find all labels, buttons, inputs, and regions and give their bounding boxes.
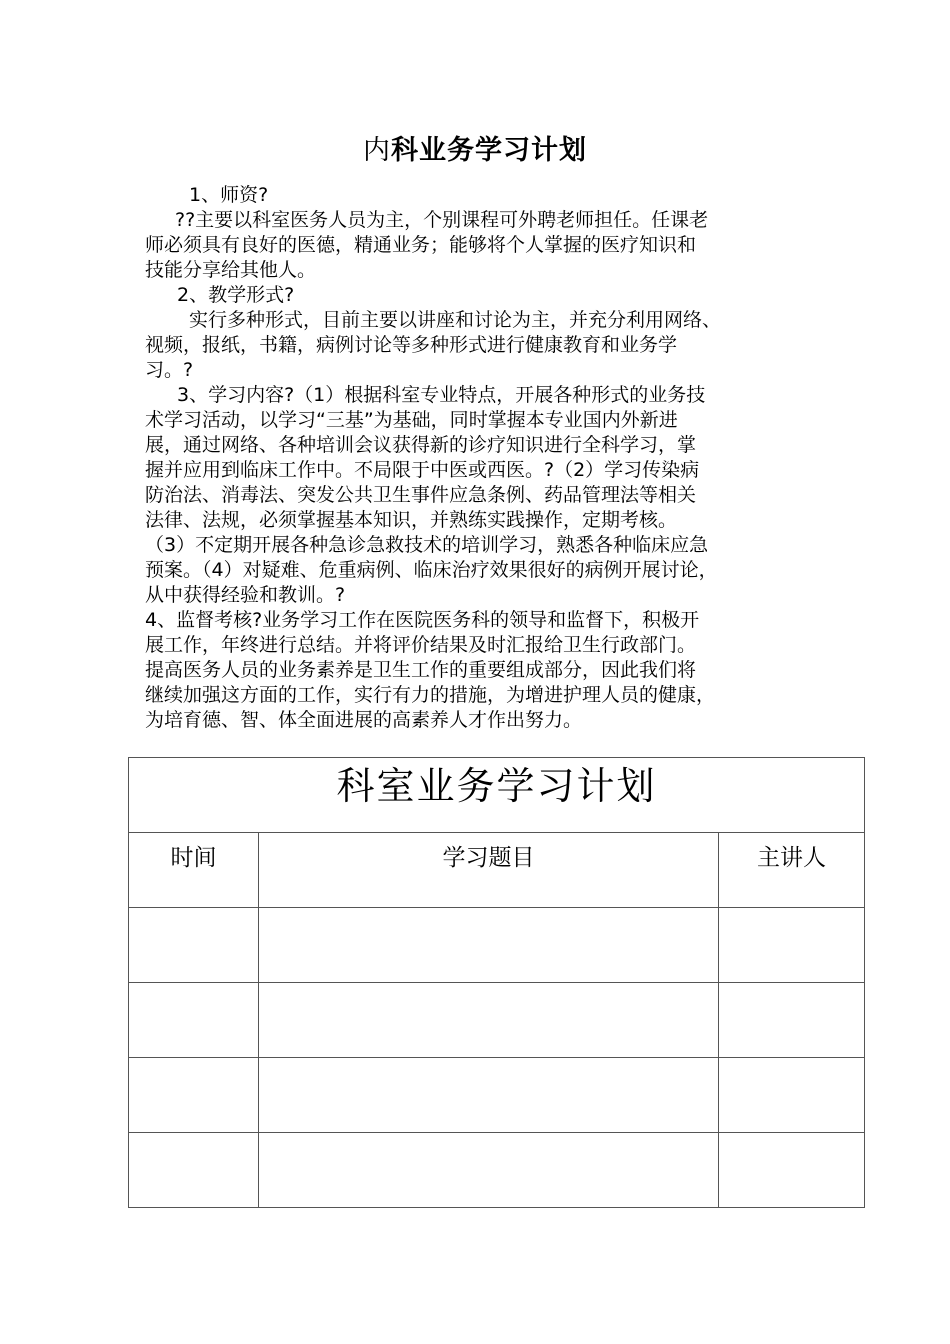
table-row [129, 908, 865, 983]
section-4-line-2: 展工作，年终进行总结。并将评价结果及时汇报给卫生行政部门。 [145, 634, 697, 656]
table-row [129, 1133, 865, 1208]
section-1-line-1: ??主要以科室医务人员为主，个别课程可外聘老师担任。任课老 [175, 209, 709, 231]
section-4-line-4: 继续加强这方面的工作，实行有力的措施，为增进护理人员的健康， [145, 684, 716, 706]
section-2-line-3: 习。? [145, 359, 194, 381]
section-1-line-3: 技能分享给其他人。 [145, 259, 317, 281]
time-cell[interactable] [129, 1058, 259, 1133]
speaker-cell[interactable] [719, 1058, 865, 1133]
section-3-line-2: 术学习活动，以学习“三基”为基础，同时掌握本专业国内外新进 [145, 409, 678, 431]
section-3-line-9: 从中获得经验和教训。? [145, 584, 346, 606]
section-3-line-7: （3）不定期开展各种急诊急救技术的培训学习，熟悉各种临床应急 [145, 534, 709, 556]
topic-cell[interactable] [259, 1058, 719, 1133]
page-title-part1: 内 [363, 135, 391, 166]
section-4-line-3: 提高医务人员的业务素养是卫生工作的重要组成部分，因此我们将 [145, 659, 697, 681]
header-topic: 学习题目 [259, 833, 719, 908]
section-3-line-4: 握并应用到临床工作中。不局限于中医或西医。?（2）学习传染病 [145, 459, 700, 481]
time-cell[interactable] [129, 908, 259, 983]
section-3-line-5: 防治法、消毒法、突发公共卫生事件应急条例、药品管理法等相关 [145, 484, 697, 506]
header-speaker: 主讲人 [719, 833, 865, 908]
topic-cell[interactable] [259, 983, 719, 1058]
section-3-line-1: 3、学习内容?（1）根据科室专业特点，开展各种形式的业务技 [177, 384, 706, 406]
speaker-cell[interactable] [719, 1133, 865, 1208]
section-2-heading: 2、教学形式? [177, 284, 295, 306]
time-cell[interactable] [129, 983, 259, 1058]
topic-cell[interactable] [259, 1133, 719, 1208]
section-3-line-6: 法律、法规，必须掌握基本知识，并熟练实践操作，定期考核。 [145, 509, 678, 531]
section-3-line-8: 预案。（4）对疑难、危重病例、临床治疗效果很好的病例开展讨论， [145, 559, 718, 581]
section-4-line-1: 4、监督考核?业务学习工作在医院医务科的领导和监督下，积极开 [145, 609, 700, 631]
table-header-row [129, 833, 865, 908]
table-row [129, 983, 865, 1058]
page-title-part2: 科业务学习计划 [391, 135, 587, 166]
header-time: 时间 [129, 833, 259, 908]
speaker-cell[interactable] [719, 908, 865, 983]
study-plan-table [128, 757, 865, 1208]
time-cell[interactable] [129, 1133, 259, 1208]
page-title [0, 133, 950, 169]
section-3-line-3: 展，通过网络、各种培训会议获得新的诊疗知识进行全科学习，掌 [145, 434, 697, 456]
section-1-line-2: 师必须具有良好的医德，精通业务；能够将个人掌握的医疗知识和 [145, 234, 697, 256]
section-2-line-1: 实行多种形式，目前主要以讲座和讨论为主，并充分利用网络、 [189, 309, 722, 331]
table-row [129, 1058, 865, 1133]
body-text [145, 183, 825, 733]
section-4-line-5: 为培育德、智、体全面进展的高素养人才作出努力。 [145, 709, 583, 731]
section-1-heading: 1、师资? [189, 184, 269, 206]
speaker-cell[interactable] [719, 983, 865, 1058]
table-title: 科室业务学习计划 [129, 758, 865, 833]
topic-cell[interactable] [259, 908, 719, 983]
section-2-line-2: 视频，报纸，书籍，病例讨论等多种形式进行健康教育和业务学 [145, 334, 678, 356]
